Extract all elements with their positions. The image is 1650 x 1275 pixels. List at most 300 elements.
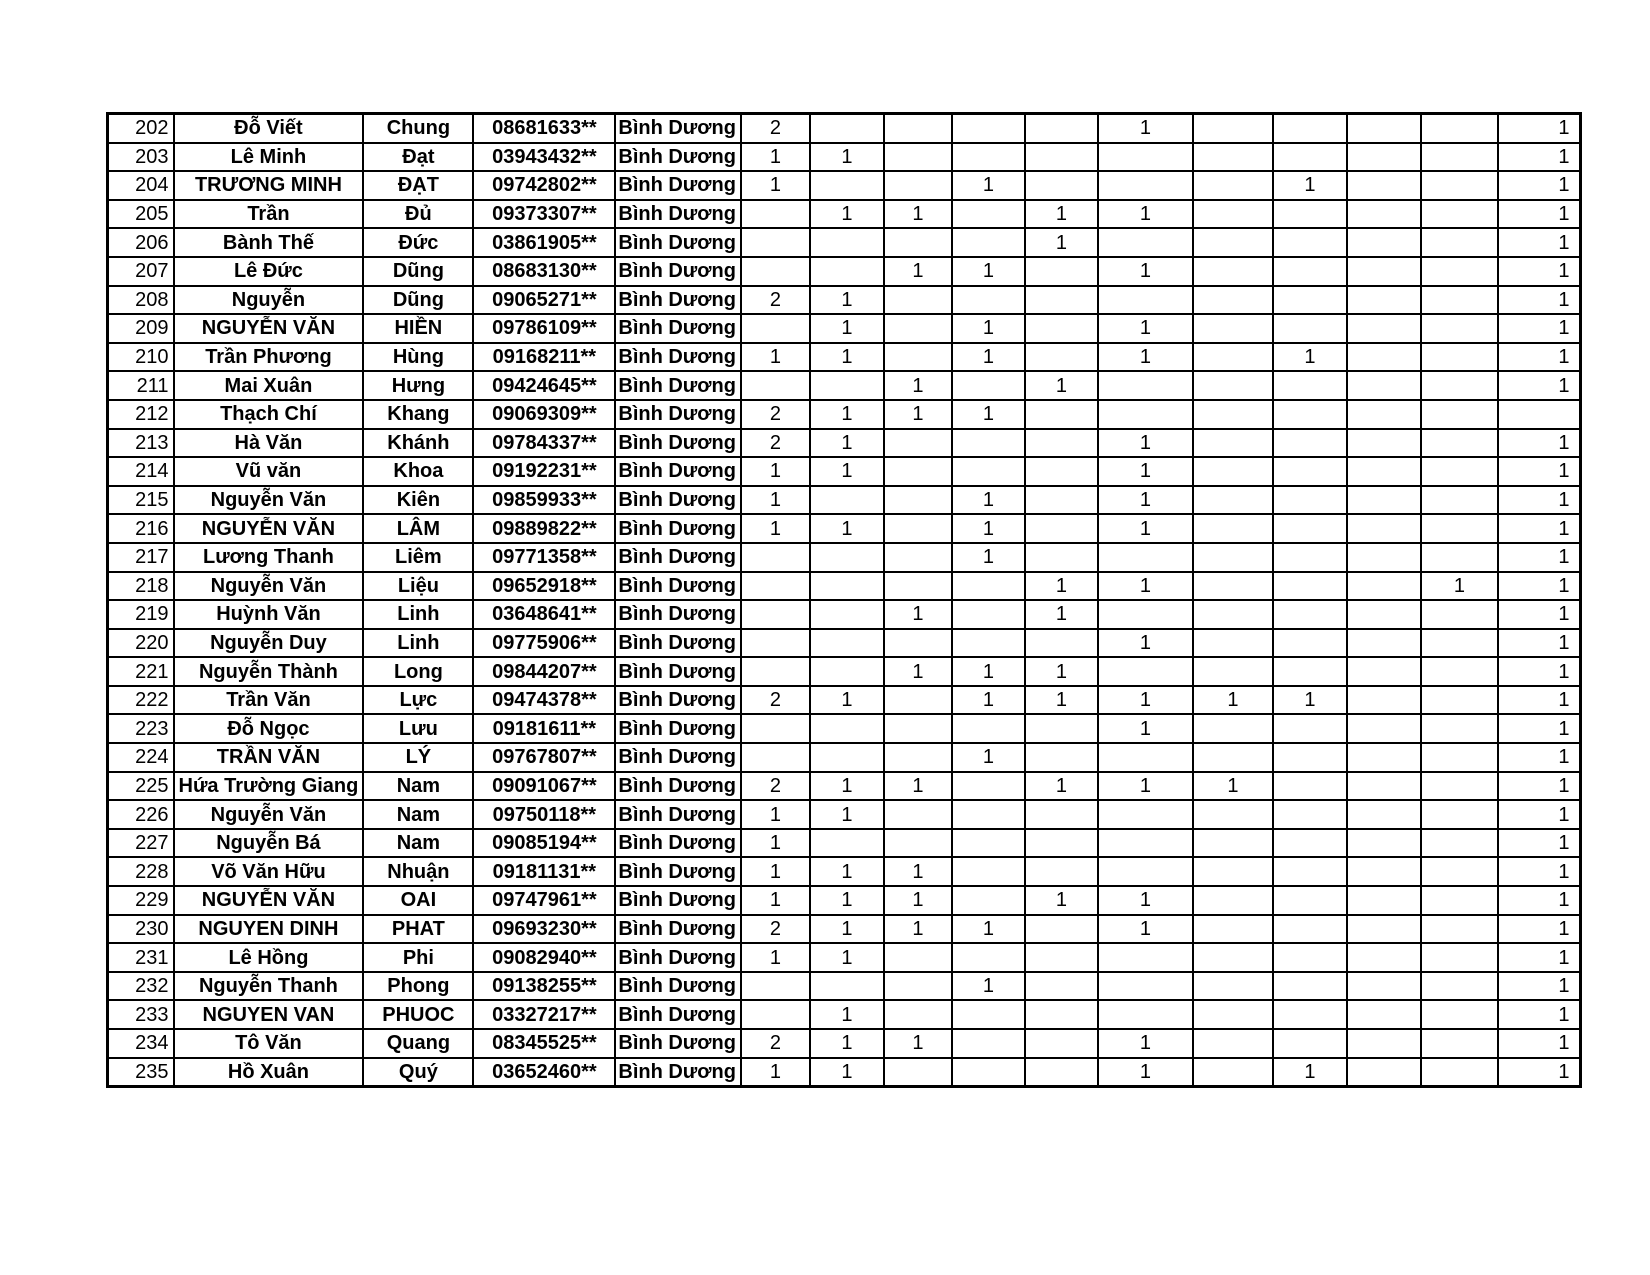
tally-cell: 1 — [1025, 371, 1098, 400]
tally-cell — [1347, 943, 1421, 972]
tally-cell — [1421, 943, 1498, 972]
tally-cell — [1025, 943, 1098, 972]
tally-cell — [884, 714, 952, 743]
table-row — [108, 400, 1581, 429]
row-number: 205 — [108, 200, 174, 229]
tally-cell: 1 — [1098, 629, 1193, 658]
tally-cell — [741, 314, 810, 343]
tally-cell: 1 — [1025, 200, 1098, 229]
province: Bình Dương — [615, 400, 741, 429]
province: Bình Dương — [615, 1058, 741, 1087]
tally-cell — [1193, 343, 1273, 372]
total-cell: 1 — [1498, 200, 1581, 229]
total-cell: 1 — [1498, 314, 1581, 343]
province: Bình Dương — [615, 314, 741, 343]
tally-cell — [741, 371, 810, 400]
tally-cell — [1098, 543, 1193, 572]
tally-cell — [1193, 314, 1273, 343]
tally-cell — [1193, 371, 1273, 400]
tally-cell — [952, 1029, 1025, 1058]
tally-cell: 1 — [741, 857, 810, 886]
row-number: 219 — [108, 600, 174, 629]
phone-number: 09181131** — [473, 857, 615, 886]
family-name: Nguyễn — [174, 286, 364, 315]
tally-cell — [1273, 400, 1347, 429]
tally-cell — [1193, 600, 1273, 629]
tally-cell — [1273, 972, 1347, 1001]
tally-cell — [1347, 143, 1421, 172]
tally-cell — [741, 543, 810, 572]
tally-cell: 1 — [1098, 686, 1193, 715]
tally-cell: 1 — [952, 743, 1025, 772]
row-number: 233 — [108, 1000, 174, 1029]
tally-cell — [1347, 257, 1421, 286]
province: Bình Dương — [615, 286, 741, 315]
province: Bình Dương — [615, 572, 741, 601]
tally-cell — [1025, 972, 1098, 1001]
tally-cell — [884, 543, 952, 572]
tally-cell — [1421, 400, 1498, 429]
family-name: Vũ văn — [174, 457, 364, 486]
total-cell: 1 — [1498, 915, 1581, 944]
phone-number: 09168211** — [473, 343, 615, 372]
tally-cell — [1193, 200, 1273, 229]
family-name: Thạch Chí — [174, 400, 364, 429]
tally-cell — [1421, 143, 1498, 172]
table-row — [108, 171, 1581, 200]
tally-cell — [1421, 343, 1498, 372]
total-cell: 1 — [1498, 371, 1581, 400]
tally-cell — [1347, 686, 1421, 715]
tally-cell — [952, 429, 1025, 458]
tally-cell: 1 — [741, 143, 810, 172]
tally-cell — [952, 772, 1025, 801]
tally-cell: 1 — [884, 857, 952, 886]
family-name: Nguyễn Văn — [174, 572, 364, 601]
tally-cell — [952, 371, 1025, 400]
total-cell: 1 — [1498, 228, 1581, 257]
given-name: Liệu — [363, 572, 473, 601]
total-cell: 1 — [1498, 543, 1581, 572]
row-number: 235 — [108, 1058, 174, 1087]
tally-cell: 1 — [1098, 486, 1193, 515]
tally-cell — [884, 1000, 952, 1029]
tally-cell: 1 — [1025, 886, 1098, 915]
tally-cell — [1421, 714, 1498, 743]
province: Bình Dương — [615, 143, 741, 172]
tally-cell — [1025, 400, 1098, 429]
phone-number: 09085194** — [473, 829, 615, 858]
table-row — [108, 371, 1581, 400]
total-cell: 1 — [1498, 857, 1581, 886]
tally-cell — [1347, 772, 1421, 801]
tally-cell — [1025, 457, 1098, 486]
tally-cell: 1 — [1273, 686, 1347, 715]
tally-cell — [1347, 1029, 1421, 1058]
given-name: Quang — [363, 1029, 473, 1058]
tally-cell: 1 — [741, 514, 810, 543]
row-number: 203 — [108, 143, 174, 172]
tally-cell — [1025, 1000, 1098, 1029]
row-number: 224 — [108, 743, 174, 772]
family-name: Huỳnh Văn — [174, 600, 364, 629]
tally-cell: 1 — [884, 600, 952, 629]
family-name: Trần Văn — [174, 686, 364, 715]
phone-number: 03648641** — [473, 600, 615, 629]
tally-cell — [1098, 943, 1193, 972]
total-cell: 1 — [1498, 972, 1581, 1001]
tally-cell: 2 — [741, 1029, 810, 1058]
family-name: Hứa Trường Giang — [174, 772, 364, 801]
tally-cell — [810, 829, 884, 858]
tally-cell — [1421, 457, 1498, 486]
tally-cell — [1025, 743, 1098, 772]
tally-cell — [1273, 514, 1347, 543]
family-name: Lê Minh — [174, 143, 364, 172]
phone-number: 09069309** — [473, 400, 615, 429]
tally-cell — [1025, 829, 1098, 858]
tally-cell — [884, 486, 952, 515]
row-number: 208 — [108, 286, 174, 315]
phone-number: 03327217** — [473, 1000, 615, 1029]
tally-cell — [1025, 915, 1098, 944]
tally-cell — [952, 572, 1025, 601]
given-name: Đủ — [363, 200, 473, 229]
tally-cell — [810, 743, 884, 772]
tally-cell — [1193, 629, 1273, 658]
tally-cell — [810, 714, 884, 743]
tally-cell: 1 — [741, 343, 810, 372]
family-name: NGUYEN VAN — [174, 1000, 364, 1029]
family-name: NGUYỄN VĂN — [174, 886, 364, 915]
tally-cell — [884, 286, 952, 315]
tally-cell — [741, 228, 810, 257]
tally-cell — [1347, 629, 1421, 658]
tally-cell — [1421, 429, 1498, 458]
phone-number: 09784337** — [473, 429, 615, 458]
total-cell: 1 — [1498, 257, 1581, 286]
tally-cell — [952, 114, 1025, 143]
tally-cell — [884, 686, 952, 715]
tally-cell — [1347, 886, 1421, 915]
tally-cell — [952, 886, 1025, 915]
family-name: Nguyễn Văn — [174, 800, 364, 829]
tally-cell — [1098, 800, 1193, 829]
tally-cell — [1421, 1029, 1498, 1058]
province: Bình Dương — [615, 972, 741, 1001]
table-row — [108, 943, 1581, 972]
phone-number: 09693230** — [473, 915, 615, 944]
tally-cell — [1193, 228, 1273, 257]
tally-cell: 1 — [810, 343, 884, 372]
table-body — [108, 114, 1581, 1087]
given-name: Khoa — [363, 457, 473, 486]
table-row — [108, 657, 1581, 686]
tally-cell — [1025, 543, 1098, 572]
tally-cell — [1273, 857, 1347, 886]
family-name: Hồ Xuân — [174, 1058, 364, 1087]
tally-cell — [1193, 143, 1273, 172]
tally-cell: 1 — [810, 143, 884, 172]
row-number: 227 — [108, 829, 174, 858]
tally-cell: 1 — [741, 486, 810, 515]
tally-cell: 1 — [741, 943, 810, 972]
phone-number: 08681633** — [473, 114, 615, 143]
tally-cell: 1 — [1098, 714, 1193, 743]
tally-cell: 1 — [1273, 1058, 1347, 1087]
phone-number: 09889822** — [473, 514, 615, 543]
given-name: Hùng — [363, 343, 473, 372]
tally-cell — [952, 143, 1025, 172]
given-name: LÝ — [363, 743, 473, 772]
tally-cell — [741, 972, 810, 1001]
tally-cell: 1 — [741, 886, 810, 915]
tally-cell — [884, 343, 952, 372]
tally-cell — [1421, 1058, 1498, 1087]
phone-number: 09082940** — [473, 943, 615, 972]
table-row — [108, 429, 1581, 458]
tally-cell — [884, 143, 952, 172]
tally-cell — [1421, 486, 1498, 515]
family-name: TRƯƠNG MINH — [174, 171, 364, 200]
tally-cell: 2 — [741, 686, 810, 715]
tally-cell: 1 — [1098, 257, 1193, 286]
tally-cell: 2 — [741, 429, 810, 458]
tally-cell: 1 — [1025, 572, 1098, 601]
given-name: OAI — [363, 886, 473, 915]
tally-cell — [1273, 200, 1347, 229]
given-name: Linh — [363, 600, 473, 629]
province: Bình Dương — [615, 800, 741, 829]
given-name: Liêm — [363, 543, 473, 572]
given-name: HIỀN — [363, 314, 473, 343]
tally-cell — [1273, 714, 1347, 743]
tally-cell — [1347, 286, 1421, 315]
tally-cell — [1193, 572, 1273, 601]
tally-cell — [1025, 114, 1098, 143]
family-name: Bành Thế — [174, 228, 364, 257]
tally-cell: 1 — [741, 457, 810, 486]
family-name: NGUYỄN VĂN — [174, 514, 364, 543]
tally-cell — [884, 829, 952, 858]
province: Bình Dương — [615, 600, 741, 629]
phone-number: 09742802** — [473, 171, 615, 200]
total-cell: 1 — [1498, 457, 1581, 486]
family-name: TRẦN VĂN — [174, 743, 364, 772]
tally-cell — [1347, 400, 1421, 429]
tally-cell: 1 — [1098, 314, 1193, 343]
tally-cell — [1025, 343, 1098, 372]
tally-cell — [1421, 514, 1498, 543]
province: Bình Dương — [615, 772, 741, 801]
total-cell: 1 — [1498, 657, 1581, 686]
row-number: 211 — [108, 371, 174, 400]
tally-cell — [1193, 457, 1273, 486]
total-cell: 1 — [1498, 686, 1581, 715]
table-row — [108, 686, 1581, 715]
given-name: LÂM — [363, 514, 473, 543]
tally-cell — [1421, 915, 1498, 944]
family-name: Nguyễn Thanh — [174, 972, 364, 1001]
tally-cell: 1 — [1273, 171, 1347, 200]
row-number: 218 — [108, 572, 174, 601]
tally-cell: 1 — [810, 857, 884, 886]
tally-cell: 1 — [952, 514, 1025, 543]
tally-cell — [1421, 1000, 1498, 1029]
province: Bình Dương — [615, 171, 741, 200]
tally-cell — [1025, 171, 1098, 200]
phone-number: 09767807** — [473, 743, 615, 772]
tally-cell: 2 — [741, 915, 810, 944]
province: Bình Dương — [615, 486, 741, 515]
family-name: Nguyễn Thành — [174, 657, 364, 686]
tally-cell — [1273, 286, 1347, 315]
province: Bình Dương — [615, 343, 741, 372]
tally-cell: 1 — [884, 657, 952, 686]
tally-cell — [952, 1000, 1025, 1029]
tally-cell — [741, 714, 810, 743]
tally-cell: 1 — [1193, 686, 1273, 715]
tally-cell — [1098, 857, 1193, 886]
tally-cell: 1 — [741, 1058, 810, 1087]
family-name: Nguyễn Văn — [174, 486, 364, 515]
tally-cell: 1 — [1098, 429, 1193, 458]
tally-cell — [741, 600, 810, 629]
tally-cell — [1421, 257, 1498, 286]
table-row — [108, 886, 1581, 915]
tally-cell — [884, 314, 952, 343]
total-cell: 1 — [1498, 714, 1581, 743]
table-row — [108, 543, 1581, 572]
tally-cell — [884, 457, 952, 486]
row-number: 232 — [108, 972, 174, 1001]
tally-cell — [1273, 429, 1347, 458]
phone-number: 09192231** — [473, 457, 615, 486]
tally-cell — [1193, 657, 1273, 686]
province: Bình Dương — [615, 371, 741, 400]
table-row — [108, 1058, 1581, 1087]
total-cell: 1 — [1498, 886, 1581, 915]
tally-cell — [810, 657, 884, 686]
given-name: Kiên — [363, 486, 473, 515]
tally-cell — [1273, 143, 1347, 172]
tally-cell — [952, 800, 1025, 829]
tally-cell — [810, 171, 884, 200]
tally-cell: 1 — [1098, 1058, 1193, 1087]
tally-cell — [1273, 772, 1347, 801]
tally-cell: 1 — [952, 543, 1025, 572]
tally-cell — [1347, 200, 1421, 229]
given-name: Nhuận — [363, 857, 473, 886]
tally-cell: 1 — [952, 972, 1025, 1001]
tally-cell — [1347, 514, 1421, 543]
tally-cell — [1273, 886, 1347, 915]
tally-cell — [1421, 886, 1498, 915]
tally-cell — [1098, 743, 1193, 772]
row-number: 215 — [108, 486, 174, 515]
tally-cell — [1193, 400, 1273, 429]
total-cell: 1 — [1498, 772, 1581, 801]
tally-cell — [884, 800, 952, 829]
tally-cell: 1 — [810, 429, 884, 458]
tally-cell — [884, 429, 952, 458]
tally-cell — [1098, 286, 1193, 315]
tally-cell — [1347, 972, 1421, 1001]
tally-cell — [810, 572, 884, 601]
tally-cell — [810, 371, 884, 400]
phone-number: 09474378** — [473, 686, 615, 715]
tally-cell — [1273, 1000, 1347, 1029]
tally-cell: 1 — [810, 457, 884, 486]
row-number: 206 — [108, 228, 174, 257]
tally-cell — [1098, 171, 1193, 200]
table-row — [108, 143, 1581, 172]
province: Bình Dương — [615, 1029, 741, 1058]
phone-number: 09786109** — [473, 314, 615, 343]
given-name: Dũng — [363, 257, 473, 286]
tally-cell: 1 — [1098, 200, 1193, 229]
tally-cell — [1273, 600, 1347, 629]
tally-cell — [741, 572, 810, 601]
family-name: Trần — [174, 200, 364, 229]
tally-cell — [1098, 600, 1193, 629]
province: Bình Dương — [615, 743, 741, 772]
table-row — [108, 343, 1581, 372]
province: Bình Dương — [615, 686, 741, 715]
given-name: Dũng — [363, 286, 473, 315]
tally-cell: 1 — [1421, 572, 1498, 601]
tally-cell: 1 — [1098, 114, 1193, 143]
tally-cell — [1273, 829, 1347, 858]
tally-cell — [1273, 572, 1347, 601]
tally-cell — [1347, 714, 1421, 743]
tally-cell — [1347, 343, 1421, 372]
tally-cell: 1 — [810, 200, 884, 229]
row-number: 217 — [108, 543, 174, 572]
tally-cell: 1 — [810, 1058, 884, 1087]
table-row — [108, 457, 1581, 486]
tally-cell — [1273, 629, 1347, 658]
tally-cell: 1 — [884, 200, 952, 229]
tally-cell: 1 — [884, 915, 952, 944]
phone-number: 09652918** — [473, 572, 615, 601]
table-row — [108, 714, 1581, 743]
given-name: Lực — [363, 686, 473, 715]
tally-cell — [1273, 114, 1347, 143]
tally-cell — [1193, 543, 1273, 572]
tally-cell — [1421, 857, 1498, 886]
table-row — [108, 228, 1581, 257]
province: Bình Dương — [615, 829, 741, 858]
province: Bình Dương — [615, 714, 741, 743]
tally-cell — [1347, 800, 1421, 829]
phone-number: 09091067** — [473, 772, 615, 801]
province: Bình Dương — [615, 857, 741, 886]
family-name: Lê Đức — [174, 257, 364, 286]
tally-cell — [884, 1058, 952, 1087]
tally-cell: 1 — [810, 772, 884, 801]
tally-cell — [1025, 1029, 1098, 1058]
tally-cell — [1421, 686, 1498, 715]
phone-number: 09747961** — [473, 886, 615, 915]
tally-cell — [1025, 257, 1098, 286]
phone-number: 09181611** — [473, 714, 615, 743]
province: Bình Dương — [615, 886, 741, 915]
tally-cell — [952, 286, 1025, 315]
tally-cell — [1273, 228, 1347, 257]
row-number: 220 — [108, 629, 174, 658]
row-number: 223 — [108, 714, 174, 743]
